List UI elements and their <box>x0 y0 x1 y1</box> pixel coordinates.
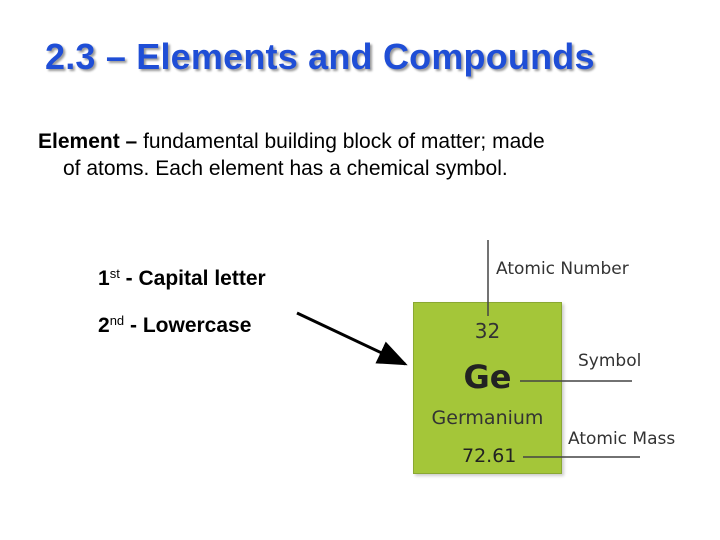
slide-title: 2.3 – Elements and Compounds <box>45 36 595 77</box>
definition-term: Element – <box>38 130 138 153</box>
element-name: Germanium <box>431 407 544 429</box>
atomic-mass-value: 72.61 <box>462 445 517 467</box>
definition-line-2: of atoms. Each element has a chemical symbol. <box>63 157 508 180</box>
rule-ordinal-suffix: nd <box>109 313 125 328</box>
element-symbol: Ge <box>463 358 512 396</box>
rule-text: - Lowercase <box>130 314 252 337</box>
lowercase-arrow <box>297 313 405 364</box>
symbol-label: Symbol <box>578 351 642 371</box>
rule-text: - Capital letter <box>125 267 266 290</box>
definition-line-1: fundamental building block of matter; made <box>143 130 545 153</box>
rule-ordinal-suffix: st <box>109 266 120 281</box>
rule-ordinal: 2 <box>98 314 110 337</box>
atomic-number-label: Atomic Number <box>496 259 629 279</box>
atomic-mass-label: Atomic Mass <box>568 429 676 449</box>
rule-ordinal: 1 <box>98 267 110 290</box>
atomic-number-value: 32 <box>474 319 501 343</box>
